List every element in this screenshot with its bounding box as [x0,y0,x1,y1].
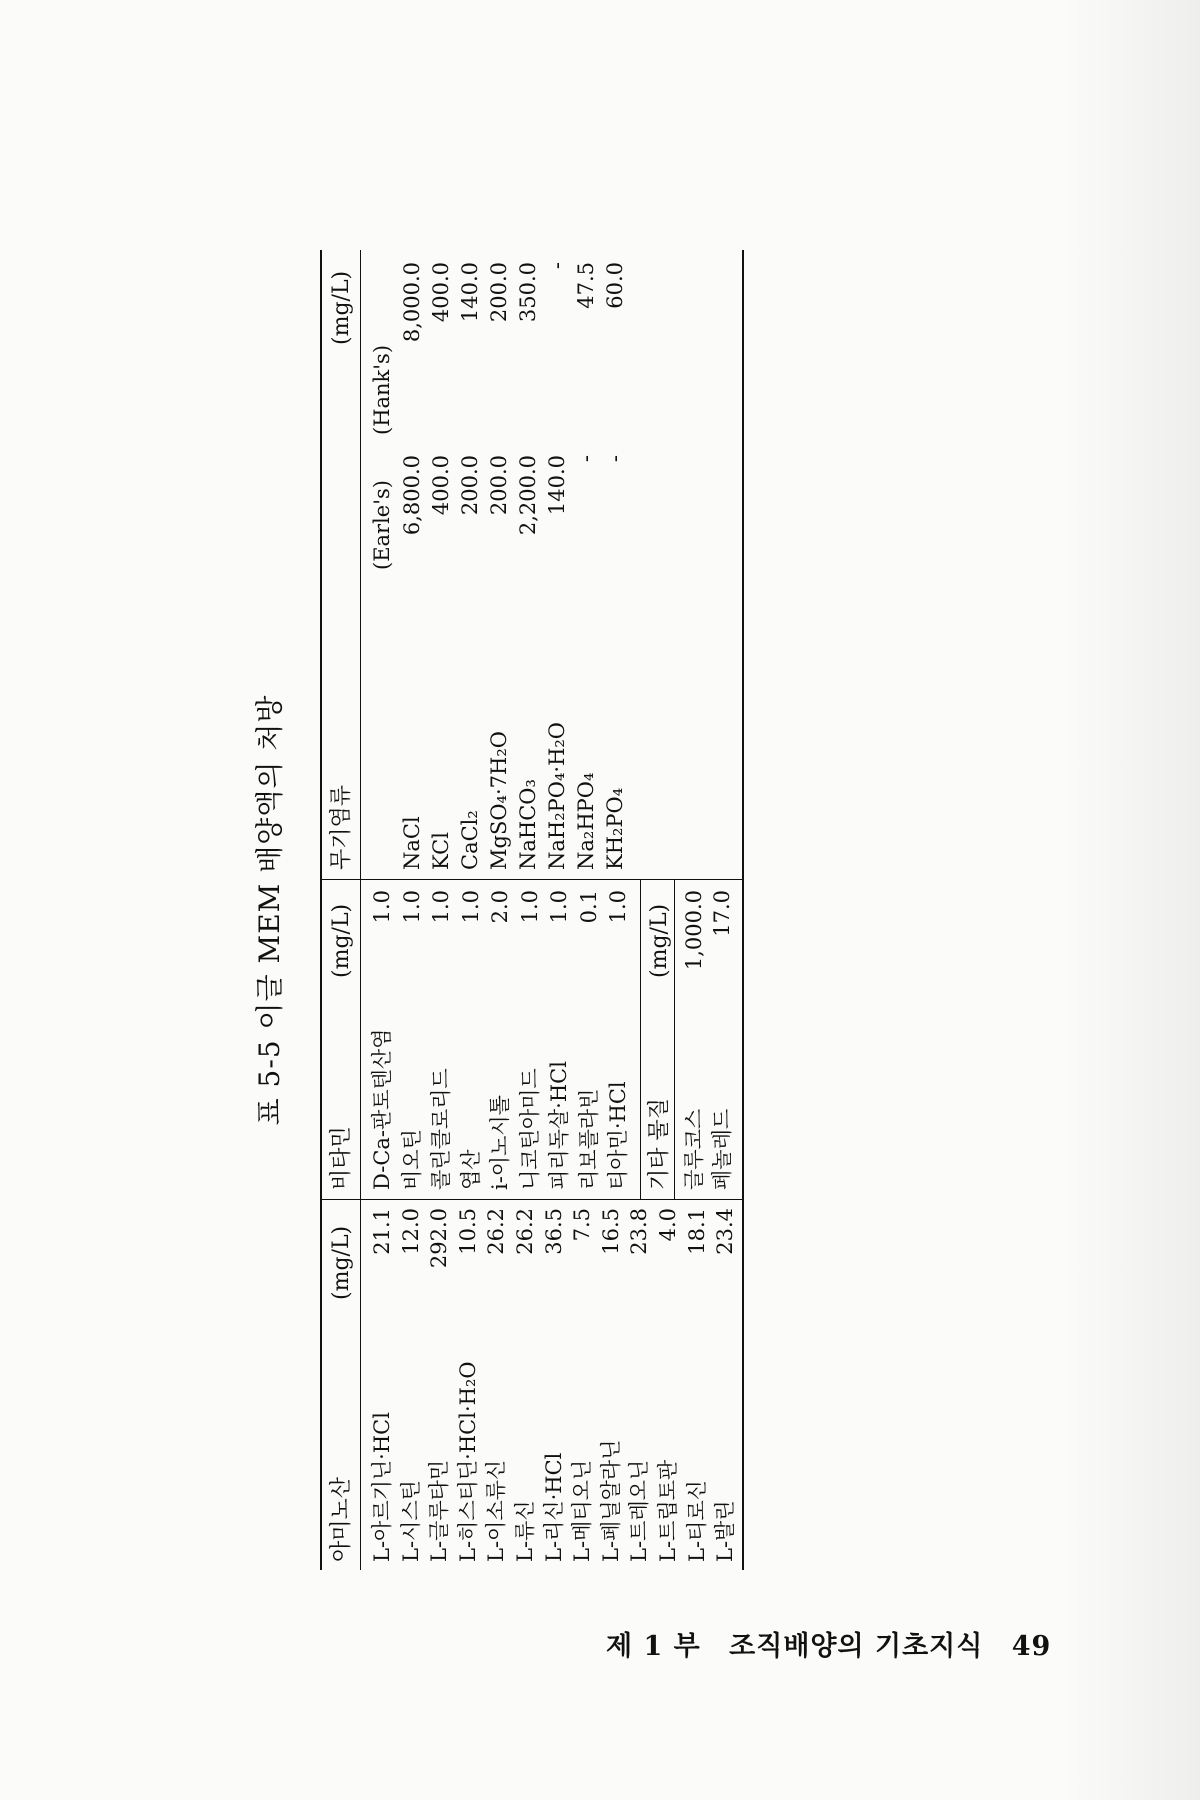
amino-acid-value: 16.5 [598,1208,623,1255]
salt-earle-value: 140.0 [545,455,569,516]
amino-acid-value: 4.0 [656,1208,680,1242]
vitamin-value: 0.1 [576,890,601,924]
other-substance-name: 글루코스 [682,1108,706,1190]
page-footer [606,1624,1069,1663]
salt-hank-value: 140.0 [458,262,482,323]
amino-acid-value: 10.5 [455,1208,480,1255]
page-edge-shadow [1060,0,1200,1800]
vitamin-name: 비오틴 [399,1129,424,1190]
salt-earle-value: 400.0 [429,455,453,516]
amino-acid-name: L-트레오닌 [627,1459,652,1562]
salts-header: 무기염류 [329,784,354,870]
amino-acid-name: L-아르기닌·HCl [370,1412,394,1562]
amino-acid-name: L-메티오닌 [570,1459,595,1562]
amino-acid-name: L-트립토판 [656,1459,680,1562]
rotated-table-block [250,250,750,1570]
vitamin-name: D-Ca-판토텐산염 [370,1028,394,1190]
vitamin-column [322,880,742,1200]
salt-hank-value: 350.0 [516,262,540,323]
hank-header: (Hank's) [370,344,394,435]
salt-earle-value: 200.0 [458,455,482,516]
other-substance-value: 1,000.0 [682,890,706,971]
vitamin-name: 리보플라빈 [576,1088,601,1190]
amino-acid-name: L-티로신 [684,1480,709,1562]
table-title: 표 5-5 이글 MEM 배양액의 처방 [253,694,286,1126]
page-number: 49 [1011,1631,1052,1662]
vitamin-name: i-이노시톨 [488,1095,512,1190]
amino-acid-value: 26.2 [513,1208,537,1255]
salt-hank-value: 200.0 [487,262,511,323]
amino-header: 아미노산 [329,1476,354,1562]
vitamin-name: 피리독살·HCl [547,1061,571,1190]
salts-column [322,250,742,880]
other-header: 기타 물질 [647,1097,672,1190]
amino-acid-value: 7.5 [570,1208,595,1242]
amino-unit: (mg/L) [329,1225,354,1300]
vitamin-value: 2.0 [488,890,512,924]
amino-acid-name: L-페닐알라닌 [598,1439,623,1562]
amino-acid-value: 18.1 [684,1208,709,1255]
amino-acid-value: 23.8 [627,1208,652,1255]
salt-earle-value: 200.0 [487,455,511,516]
vitamin-name: 티아민·HCl [606,1081,630,1190]
footer-part: 제 1 부 [606,1631,701,1662]
salt-hank-value: 47.5 [574,262,598,309]
amino-acid-name: L-이소류신 [484,1459,509,1562]
salt-name: NaH₂PO₄·H₂O [545,721,569,870]
other-substance-value: 17.0 [710,890,734,937]
salt-name: NaHCO₃ [516,779,540,870]
vitamin-value: 1.0 [429,890,453,924]
salt-hank-value: 60.0 [603,262,627,309]
salt-hank-value: 8,000.0 [400,262,424,343]
salt-earle-value: - [574,455,598,463]
amino-acid-name: L-류신 [513,1500,537,1562]
salt-name: KH₂PO₄ [603,787,627,870]
salt-name: NaCl [400,816,424,870]
vitamin-name: 콜린클로리드 [429,1068,453,1190]
mem-formula-table [320,250,744,1570]
footer-chapter: 조직배양의 기초지식 [729,1631,984,1662]
salt-hank-value: 400.0 [429,262,453,323]
vitamin-value: 1.0 [547,890,571,924]
amino-acid-name: L-시스틴 [398,1480,423,1562]
vitamin-value: 1.0 [399,890,424,924]
salt-earle-value: 2,200.0 [516,455,540,536]
vitamin-name: 니코틴아미드 [517,1068,542,1190]
amino-acid-value: 23.4 [713,1208,738,1255]
earle-header: (Earle's) [370,480,394,570]
salt-name: Na₂HPO₄ [574,772,598,870]
salt-name: MgSO₄·7H₂O [487,731,511,870]
other-substance-name: 페놀레드 [710,1108,734,1190]
vitamin-value: 1.0 [370,890,394,924]
amino-acid-name: L-글루타민 [427,1459,452,1562]
vitamin-header: 비타민 [329,1126,354,1190]
amino-acid-name: L-히스티딘·HCl·H₂O [455,1361,480,1562]
amino-acid-value: 36.5 [541,1208,566,1255]
amino-acid-value: 292.0 [427,1208,452,1269]
salts-unit: (mg/L) [329,270,354,345]
salt-name: CaCl₂ [458,810,482,870]
vitamin-value: 1.0 [458,890,483,924]
amino-acid-name: L-발린 [713,1500,738,1562]
amino-acid-name: L-리신·HCl [541,1452,566,1562]
vitamin-name: 엽산 [458,1149,483,1190]
other-unit: (mg/L) [647,903,672,978]
amino-acid-value: 21.1 [370,1208,394,1255]
amino-acid-column [322,1200,742,1570]
vitamin-value: 1.0 [606,890,630,924]
vitamin-unit: (mg/L) [329,903,354,978]
salt-name: KCl [429,832,453,870]
amino-acid-value: 12.0 [398,1208,423,1255]
amino-acid-value: 26.2 [484,1208,509,1255]
salt-earle-value: 6,800.0 [400,455,424,536]
vitamin-value: 1.0 [517,890,542,924]
salt-earle-value: - [603,455,627,463]
salt-hank-value: - [545,262,569,270]
